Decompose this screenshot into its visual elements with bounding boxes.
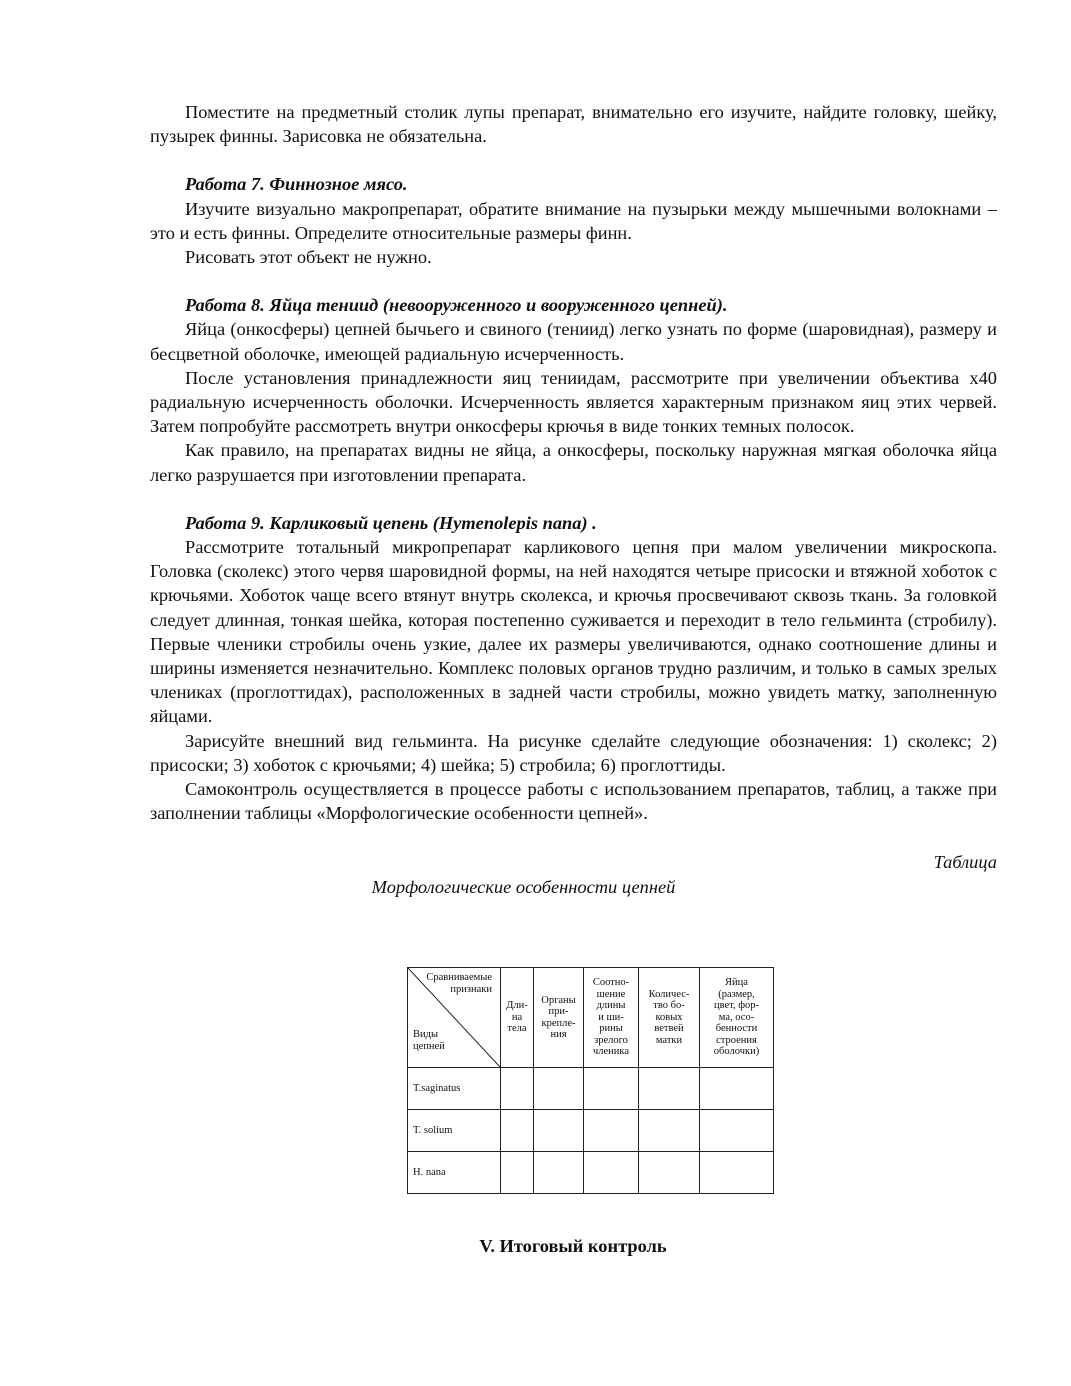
- empty-cell: [534, 1068, 584, 1110]
- empty-cell: [584, 1068, 639, 1110]
- table-label: Таблица: [933, 852, 997, 873]
- empty-cell: [639, 1068, 700, 1110]
- empty-cell: [501, 1152, 534, 1194]
- work8-paragraph: Яйца (онкосферы) цепней бычьего и свиного (тениид) легко узнать по форме (шаровидная), размеру и бесцветной оболочке, имеющей радиальную исчерченность.: [150, 319, 997, 364]
- table-row: [408, 1152, 774, 1194]
- work7-paragraph: Изучите визуально макропрепарат, обратите внимание на пузырьки между мышечными волокнами – это и есть финны. Определите относительные размеры финн.: [150, 198, 997, 243]
- table-row: [408, 1068, 774, 1110]
- empty-cell: [534, 1110, 584, 1152]
- empty-cell: [584, 1152, 639, 1194]
- table-header-row: [408, 968, 774, 1068]
- column-header: Количес- тво бо- ковых ветвей матки: [639, 968, 700, 1068]
- intro-paragraph: Поместите на предметный столик лупы препарат, внимательно его изучите, найдите головку, шейку, пузырек финны. Зарисовка не обязательна.: [150, 102, 997, 147]
- final-section-heading: V. Итоговый контроль: [479, 1236, 667, 1256]
- document-body: [150, 100, 997, 899]
- column-header: Дли- на тела: [501, 968, 534, 1068]
- empty-cell: [501, 1110, 534, 1152]
- work9-paragraph: Рассмотрите тотальный микропрепарат карликового цепня при малом увеличении микроскопа. Головка (сколекс) этого червя шаровидной формы, на ней находятся четыре присоски и втяжной хоботок с крючьями. Хоботок чаще всего втянут внутрь сколекса, и крючья просвечивают сквозь ткань. За головкой следует длинная, тонкая шейка, которая постепенно суживается и переходит в тело гельминта (стробилу). Первые членики стробилы очень узкие, далее их размеры увеличиваются, однако соотношение длины и ширины изменяется незначительно. Комплекс половых органов трудно различим, и только в самых зрелых члениках (проглоттидах), расположенных в задней части стробилы, можно увидеть матку, заполненную яйцами.: [150, 537, 997, 727]
- work7-heading: Работа 7. Финнозное мясо.: [185, 174, 408, 195]
- column-header: Яйца (размер, цвет, фор- ма, осо- бенности строения оболочки): [700, 968, 774, 1068]
- column-header: Органы при- крепле- ния: [534, 968, 584, 1068]
- empty-cell: [700, 1068, 774, 1110]
- morphology-table: [407, 967, 774, 1194]
- species-cell: T.saginatus: [408, 1068, 501, 1110]
- empty-cell: [584, 1110, 639, 1152]
- work8-heading: Работа 8. Яйца тениид (невооруженного и вооруженного цепней).: [185, 295, 728, 316]
- work9-paragraph: Самоконтроль осуществляется в процессе работы с использованием препаратов, таблиц, а также при заполнении таблицы «Морфологические особенности цепней».: [150, 779, 997, 824]
- empty-cell: [700, 1110, 774, 1152]
- work8-paragraph: После установления принадлежности яиц тениидам, рассмотрите при увеличении объектива х40 радиальную исчерченность оболочки. Исчерченность является характерным признаком яиц этих червей. Затем попробуйте рассмотреть внутри онкосферы крючья в виде тонких темных полосок.: [150, 367, 997, 437]
- corner-top-label: Сравниваемые признаки: [426, 972, 492, 995]
- work7-paragraph: Рисовать этот объект не нужно.: [185, 247, 432, 268]
- species-cell: H. nana: [408, 1152, 501, 1194]
- empty-cell: [700, 1152, 774, 1194]
- empty-cell: [501, 1068, 534, 1110]
- table-title: Морфологические особенности цепней: [371, 876, 676, 897]
- column-header: Соотно- шение длины и ши- рины зрелого членика: [584, 968, 639, 1068]
- work9-heading: Работа 9. Карликовый цепень (Hymenolepis nana) .: [185, 512, 597, 533]
- table-corner-cell: [408, 968, 501, 1068]
- empty-cell: [639, 1110, 700, 1152]
- work9-paragraph: Зарисуйте внешний вид гельминта. На рисунке сделайте следующие обозначения: 1) сколекс; 2) присоски; 3) хоботок с крючьями; 4) шейка; 5) стробила; 6) проглоттиды.: [150, 730, 997, 775]
- corner-bottom-label: Виды цепней: [413, 1029, 445, 1052]
- work8-paragraph: Как правило, на препаратах видны не яйца, а онкосферы, поскольку наружная мягкая оболочка яйца легко разрушается при изготовлении препарата.: [150, 440, 997, 485]
- empty-cell: [534, 1152, 584, 1194]
- species-cell: T. solium: [408, 1110, 501, 1152]
- empty-cell: [639, 1152, 700, 1194]
- table-row: [408, 1110, 774, 1152]
